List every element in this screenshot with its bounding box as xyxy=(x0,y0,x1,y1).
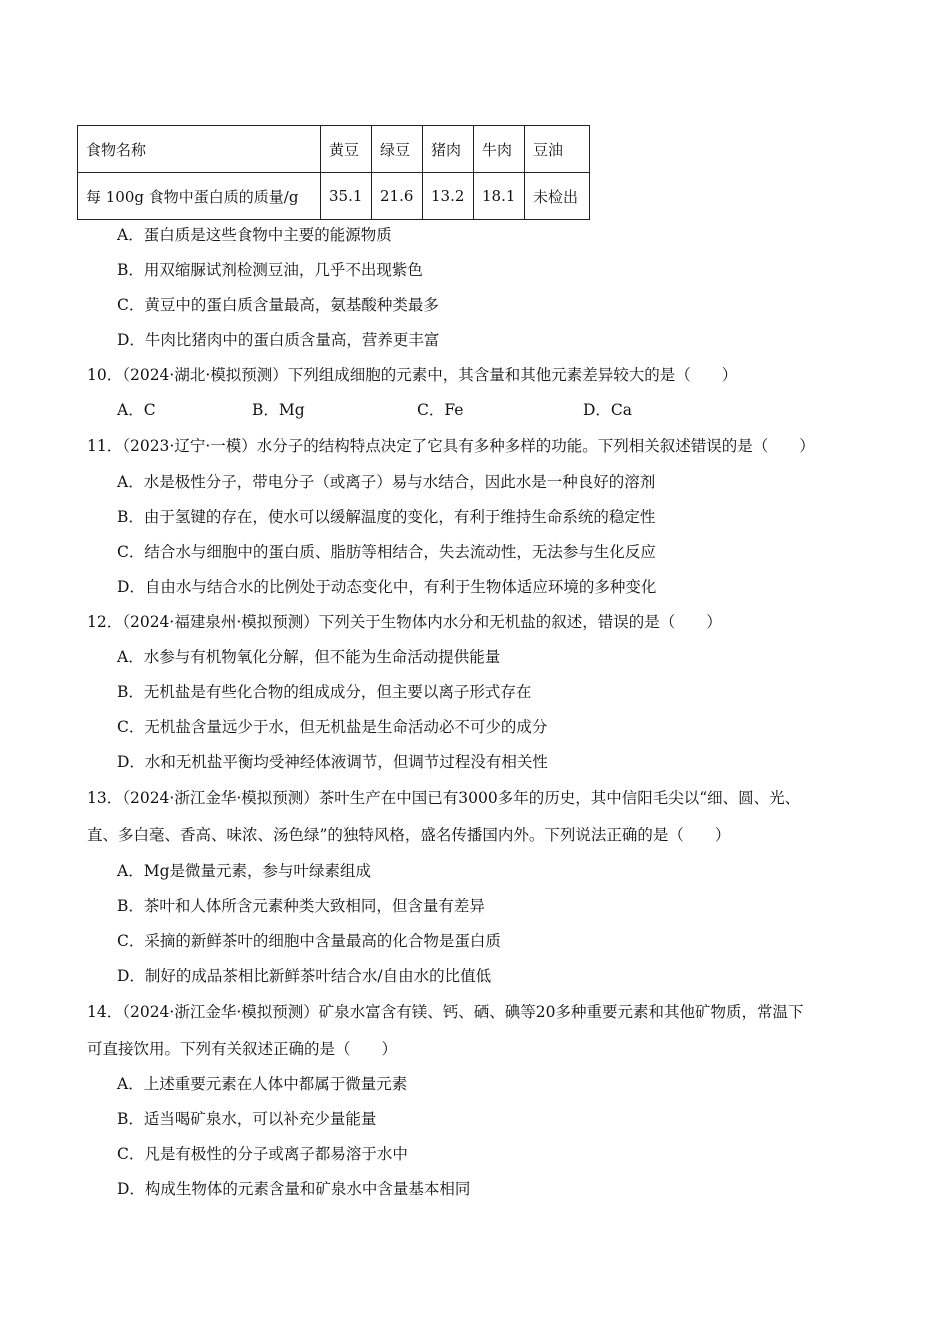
q9-option-c: C．黄豆中的蛋白质含量最高，氨基酸种类最多 xyxy=(117,296,439,314)
table-cell: 每 100g 食物中蛋白质的质量/g xyxy=(78,173,321,220)
q10-stem: 10．（2024·湖北·模拟预测）下列组成细胞的元素中，其含量和其他元素差异较大的是（ ） xyxy=(87,366,738,384)
q9-option-a: A．蛋白质是这些食物中主要的能源物质 xyxy=(117,226,392,244)
q13-option-c: C．采摘的新鲜茶叶的细胞中含量最高的化合物是蛋白质 xyxy=(117,932,501,950)
q12-stem: 12．（2024·福建泉州·模拟预测）下列关于生物体内水分和无机盐的叙述，错误的是（ ） xyxy=(87,613,722,631)
table-cell: 21.6 xyxy=(372,173,423,220)
q14-option-d: D．构成生物体的元素含量和矿泉水中含量基本相同 xyxy=(117,1180,471,1198)
table-cell: 未检出 xyxy=(525,173,590,220)
q12-option-c: C．无机盐含量远少于水，但无机盐是生命活动必不可少的成分 xyxy=(117,718,548,736)
table-cell: 牛肉 xyxy=(474,126,525,173)
table-cell: 豆油 xyxy=(525,126,590,173)
table-cell: 35.1 xyxy=(321,173,372,220)
q11-option-c: C．结合水与细胞中的蛋白质、脂肪等相结合，失去流动性，无法参与生化反应 xyxy=(117,543,656,561)
q10-option-a: A．C xyxy=(117,401,156,419)
q13-stem-line-2: 直、多白毫、香高、味浓、汤色绿”的独特风格，盛名传播国内外。下列说法正确的是（ ） xyxy=(87,826,731,844)
q11-stem: 11．（2023·辽宁·一模）水分子的结构特点决定了它具有多种多样的功能。下列相关叙述错误的是（ ） xyxy=(87,437,815,455)
q11-option-d: D．自由水与结合水的比例处于动态变化中，有利于生物体适应环境的多种变化 xyxy=(117,578,657,596)
table-row xyxy=(78,173,590,220)
table-cell: 食物名称 xyxy=(78,126,321,173)
q14-option-c: C．凡是有极性的分子或离子都易溶于水中 xyxy=(117,1145,408,1163)
q10-option-b: B．Mg xyxy=(252,401,305,419)
q12-option-d: D．水和无机盐平衡均受神经体液调节，但调节过程没有相关性 xyxy=(117,753,548,771)
q14-option-a: A．上述重要元素在人体中都属于微量元素 xyxy=(117,1075,408,1093)
q13-option-b: B．茶叶和人体所含元素种类大致相同，但含量有差异 xyxy=(117,897,485,915)
q11-option-a: A．水是极性分子，带电分子（或离子）易与水结合，因此水是一种良好的溶剂 xyxy=(117,473,656,491)
q10-option-d: D．Ca xyxy=(583,401,633,419)
table-cell: 18.1 xyxy=(474,173,525,220)
q12-option-b: B．无机盐是有些化合物的组成成分，但主要以离子形式存在 xyxy=(117,683,532,701)
q14-stem-line-1: 14．（2024·浙江金华·模拟预测）矿泉水富含有镁、钙、硒、碘等20多种重要元素和其他矿物质，常温下 xyxy=(87,1003,804,1021)
table-cell: 绿豆 xyxy=(372,126,423,173)
q13-option-a: A．Mg是微量元素，参与叶绿素组成 xyxy=(117,862,371,880)
q13-option-d: D．制好的成品茶相比新鲜茶叶结合水/自由水的比值低 xyxy=(117,967,492,985)
table-cell: 猪肉 xyxy=(423,126,474,173)
table-cell: 黄豆 xyxy=(321,126,372,173)
table-cell: 13.2 xyxy=(423,173,474,220)
q10-option-c: C．Fe xyxy=(417,401,464,419)
q12-option-a: A．水参与有机物氧化分解，但不能为生命活动提供能量 xyxy=(117,648,501,666)
q9-option-d: D．牛肉比猪肉中的蛋白质含量高，营养更丰富 xyxy=(117,331,440,349)
q14-option-b: B．适当喝矿泉水，可以补充少量能量 xyxy=(117,1110,377,1128)
q11-option-b: B．由于氢键的存在，使水可以缓解温度的变化，有利于维持生命系统的稳定性 xyxy=(117,508,656,526)
table-header-row xyxy=(78,126,590,173)
protein-content-table xyxy=(77,125,590,220)
q14-stem-line-2: 可直接饮用。下列有关叙述正确的是（ ） xyxy=(87,1040,398,1058)
q13-stem-line-1: 13．（2024·浙江金华·模拟预测）茶叶生产在中国已有3000多年的历史，其中信阳毛尖以“细、圆、光、 xyxy=(87,789,801,807)
q9-option-b: B．用双缩脲试剂检测豆油，几乎不出现紫色 xyxy=(117,261,423,279)
